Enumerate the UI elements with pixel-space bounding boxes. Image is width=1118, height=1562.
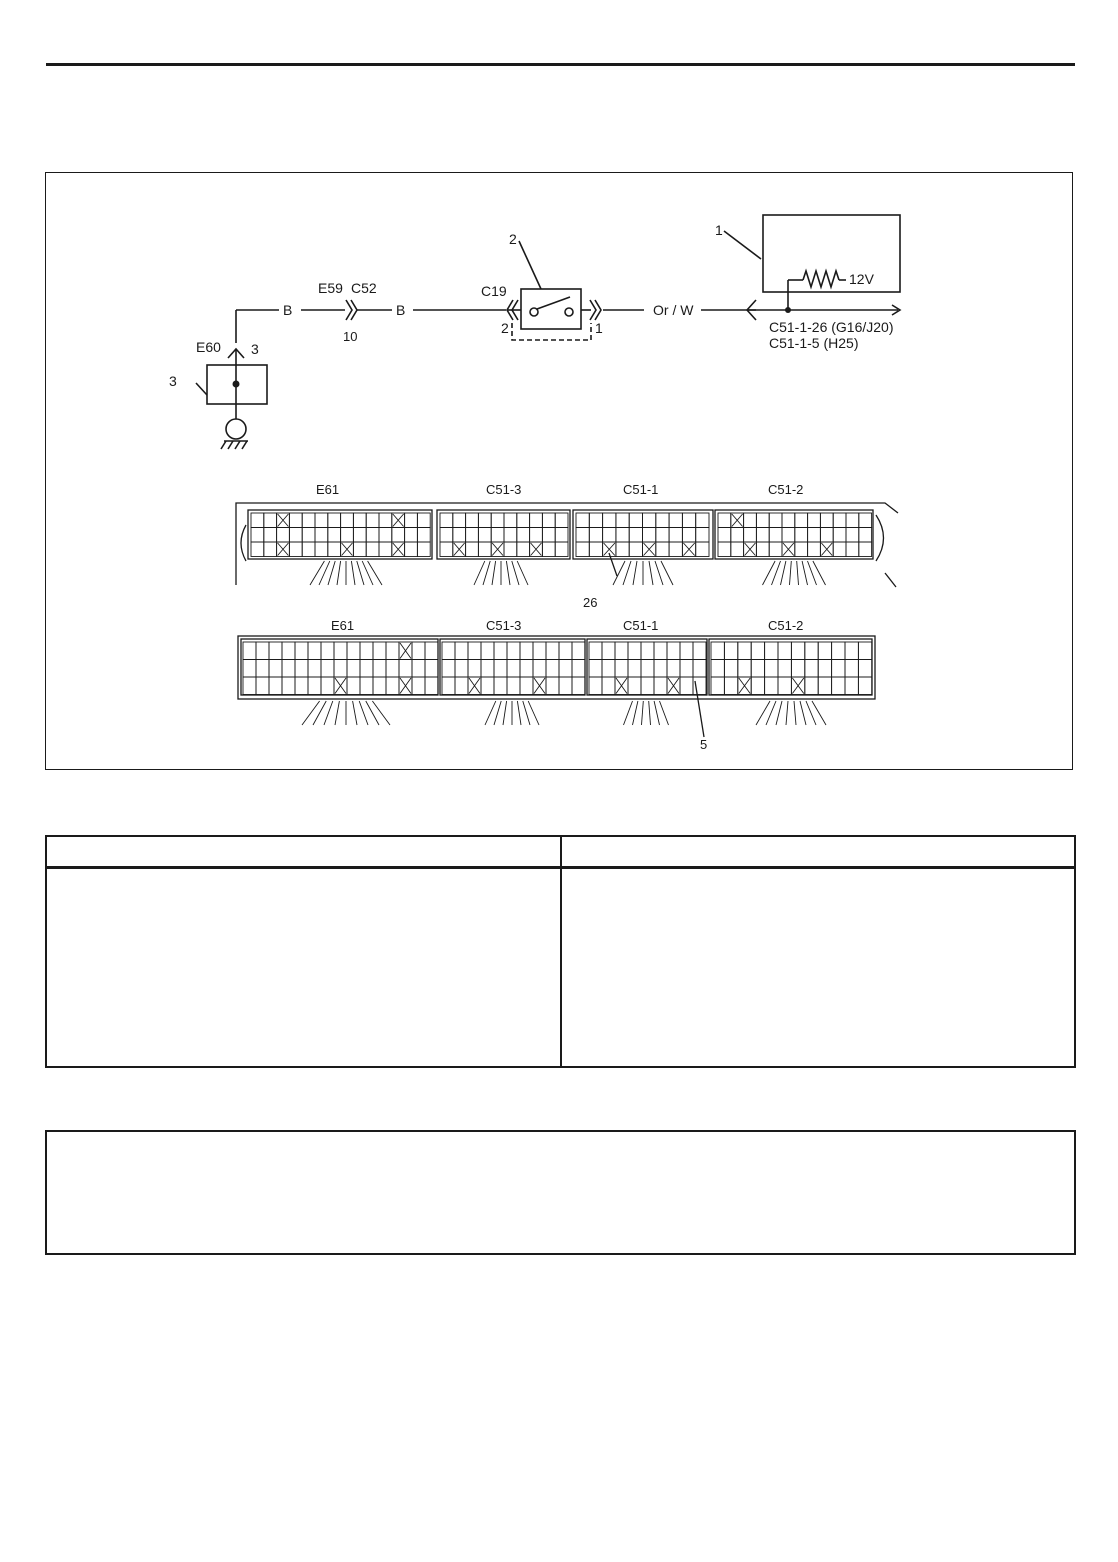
upper-label-e61: E61	[316, 482, 340, 497]
upper-label-c51-3: C51-3	[486, 482, 522, 497]
lower-label-c51-1: C51-1	[623, 618, 659, 633]
wire-color-or-w: Or / W	[653, 302, 694, 318]
label-c19-pin-left: 2	[501, 320, 509, 336]
wire-color-b-right: B	[396, 302, 406, 318]
ecm-callout-leader	[724, 231, 761, 259]
label-c52: C52	[351, 280, 377, 296]
c52-chevron-1	[346, 300, 352, 320]
callout-5: 5	[700, 737, 708, 752]
label-e60-pin: 3	[251, 341, 259, 357]
callout-26: 26	[583, 595, 598, 610]
header-rule	[46, 63, 1075, 66]
label-e59: E59	[318, 280, 343, 296]
label-12v: 12V	[849, 271, 874, 287]
label-c19-pin-right: 1	[595, 320, 603, 336]
ground-symbol-icon	[226, 419, 246, 439]
table-column-divider	[560, 837, 562, 1066]
lower-label-c51-3: C51-3	[486, 618, 522, 633]
wire-color-b-left: B	[283, 302, 293, 318]
ecm-box	[763, 215, 900, 292]
label-terminal-2: C51-1-5 (H25)	[769, 335, 859, 351]
inspection-table	[45, 835, 1076, 1068]
note-box	[45, 1130, 1076, 1255]
wiring-diagram	[45, 172, 1073, 770]
label-e60: E60	[196, 339, 221, 355]
upper-label-c51-2: C51-2	[768, 482, 804, 497]
label-terminal-1: C51-1-26 (G16/J20)	[769, 319, 894, 335]
label-c52-pin: 10	[343, 329, 358, 344]
callout-1: 1	[715, 222, 723, 238]
resistor-icon	[803, 271, 839, 287]
callout-5-leader	[695, 681, 704, 737]
switch-shield-dashed	[512, 323, 591, 340]
callout-2: 2	[509, 231, 517, 247]
upper-label-c51-1: C51-1	[623, 482, 659, 497]
label-c19: C19	[481, 283, 507, 299]
lower-label-e61: E61	[331, 618, 355, 633]
connector-view-lower	[238, 636, 875, 737]
lower-label-c51-2: C51-2	[768, 618, 804, 633]
callout-3: 3	[169, 373, 177, 389]
connector-view-upper	[236, 503, 898, 587]
